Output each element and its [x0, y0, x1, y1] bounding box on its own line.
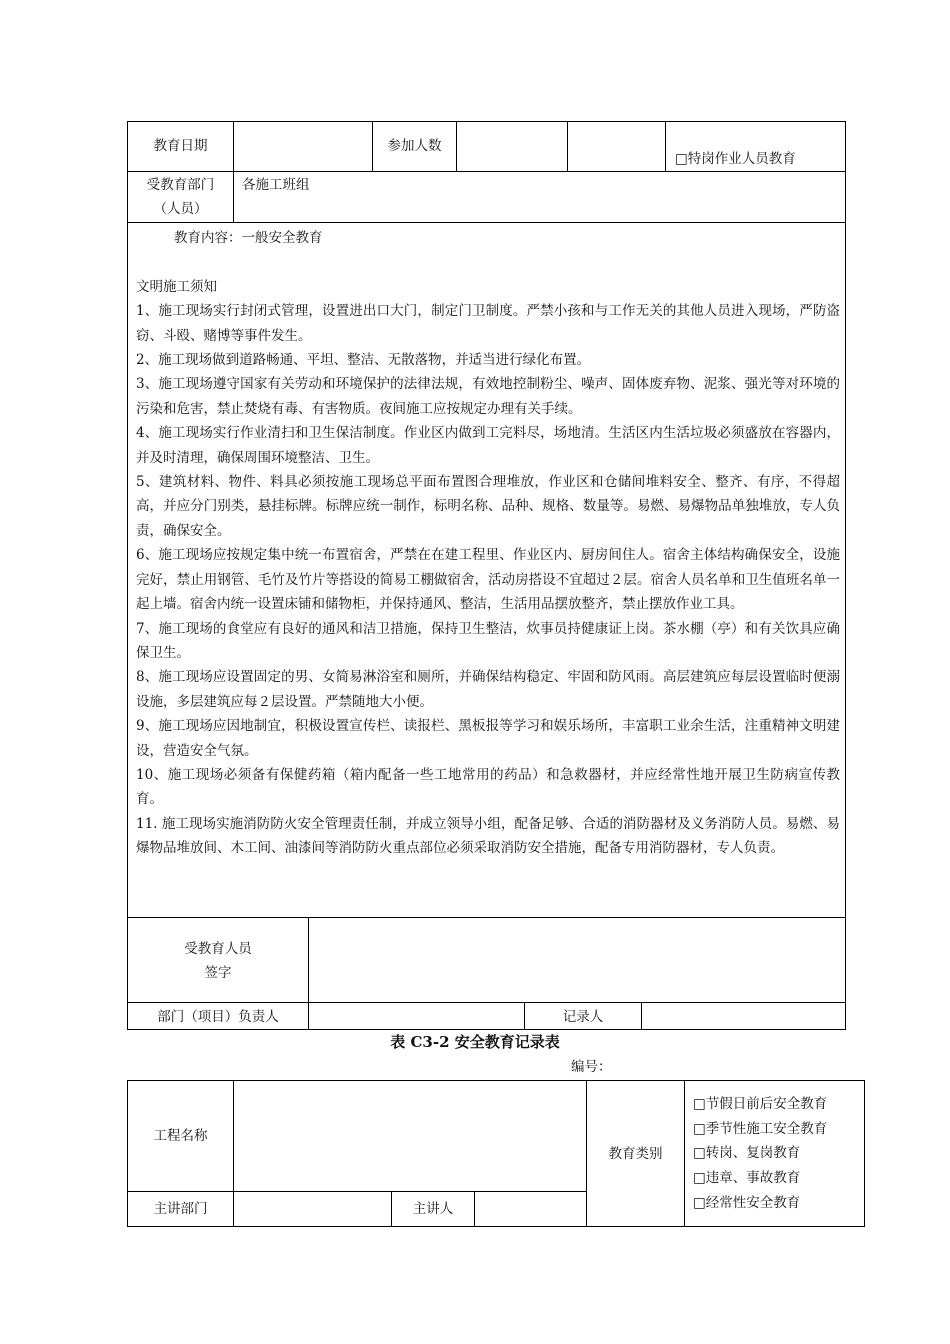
recorder-label: 记录人: [562, 1009, 604, 1025]
signature-area[interactable]: [310, 920, 843, 1000]
category-holiday-checkbox[interactable]: □节假日前后安全教育: [693, 1096, 828, 1112]
content-item: 8、施工现场应设置固定的男、女简易淋浴室和厕所，并确保结构稳定、牢固和防风雨。高层建筑应每层设置临时便溺设施，多层建筑应每２层设置。严禁随地大小便。: [136, 669, 840, 710]
serial-label: 编号：: [571, 1059, 612, 1075]
form-title: 表 C3-2 安全教育记录表: [390, 1033, 560, 1051]
lecture-dept-field[interactable]: [235, 1193, 389, 1224]
content-item: 9、施工现场应因地制宜，积极设置宣传栏、读报栏、黑板报等学习和娱乐场所，丰富职工业余生活，注重精神文明建设，营造安全气氛。: [136, 718, 840, 759]
education-content: [136, 226, 840, 861]
category-seasonal-checkbox[interactable]: □季节性施工安全教育: [693, 1120, 828, 1137]
signature-label: 受教育人员: [184, 941, 252, 957]
content-item: 7、施工现场的食堂应有良好的通风和洁卫措施，保持卫生整洁，炊事员持健康证上岗。茶水棚（亭）和有关饮具应确保卫生。: [136, 620, 840, 661]
content-subtitle: 文明施工须知: [136, 278, 217, 295]
content-item: 4、施工现场实行作业清扫和卫生保洁制度。作业区内做到工完料尽，场地清。生活区内生活垃圾必须盛放在容器内，并及时清理，确保周围环境整洁、卫生。: [136, 425, 840, 466]
participants-label: 参加人数: [387, 138, 442, 154]
content-item: 6、施工现场应按规定集中统一布置宿舍，严禁在在建工程里、作业区内、厨房间住人。宿舍主体结构确保安全，设施完好，禁止用钢管、毛竹及竹片等搭设的简易工棚做宿舍，活动房搭设不宜超过２层。宿舍人员名单和卫生值班名单一起上墙。宿舍内统一设置床铺和储物柜，并保持通风、整洁，生活用品摆放整齐，禁止摆放作业工具。: [136, 547, 840, 613]
lecturer-label: 主讲人: [412, 1201, 454, 1217]
dept-head-label: 部门（项目）负责人: [157, 1009, 279, 1025]
lecture-dept-label: 主讲部门: [153, 1201, 208, 1217]
content-item: 10、施工现场必须备有保健药箱（箱内配备一些工地常用的药品）和急救器材，并应经常性地开展卫生防病宣传教育。: [136, 766, 840, 808]
lecturer-field[interactable]: [476, 1193, 584, 1224]
category-violation-checkbox[interactable]: □违章、事故教育: [693, 1170, 801, 1187]
project-name-label: 工程名称: [153, 1128, 208, 1144]
content-title: 教育内容：一般安全教育: [174, 230, 323, 246]
recorder-field[interactable]: [643, 1004, 844, 1028]
content-item: 2、施工现场做到道路畅通、平坦、整洁、无散落物，并适当进行绿化布置。: [136, 352, 591, 369]
category-regular-checkbox[interactable]: □经常性安全教育: [693, 1194, 801, 1211]
signature-label-sub: 签字: [204, 965, 232, 981]
edu-category-options: [693, 1092, 827, 1216]
edu-category-label: 教育类别: [608, 1146, 663, 1162]
dept-value: 各施工班组: [242, 177, 310, 193]
content-item: 5、建筑材料、物件、料具必须按施工现场总平面布置图合理堆放，作业区和仓储间堆料安全、整齐、有序，不得超高，并应分门别类，悬挂标牌。标牌应统一制作，标明名称、品种、规格、数量等。易燃、易爆物品单独堆放，专人负责，确保安全。: [136, 474, 840, 539]
edu-date-label: 教育日期: [153, 138, 208, 154]
category-transfer-checkbox[interactable]: □转岗、复岗教育: [693, 1145, 801, 1162]
content-item: 1、施工现场实行封闭式管理，设置进出口大门，制定门卫制度。严禁小孩和与工作无关的其他人员进入现场，严防盗窃、斗殴、赌博等事件发生。: [136, 303, 840, 344]
dept-label-sub: （人员）: [153, 201, 208, 217]
dept-head-field[interactable]: [310, 1004, 522, 1028]
content-item: 3、施工现场遵守国家有关劳动和环境保护的法律法规，有效地控制粉尘、噪声、固体废弃物、泥浆、强光等对环境的污染和危害，禁止焚烧有毒、有害物质。夜间施工应按规定办理有关手续。: [136, 376, 840, 417]
project-name-field[interactable]: [235, 1082, 584, 1189]
special-worker-checkbox[interactable]: □特岗作业人员教育: [675, 151, 796, 167]
dept-label: 受教育部门: [146, 177, 215, 193]
content-item: 11. 施工现场实施消防防火安全管理责任制，并成立领导小组，配备足够、合适的消防器材及义务消防人员。易燃、易爆物品堆放间、木工间、油漆间等消防防火重点部位必须采取消防安全措施，配备专用消防器材，专人负责。: [136, 815, 840, 857]
